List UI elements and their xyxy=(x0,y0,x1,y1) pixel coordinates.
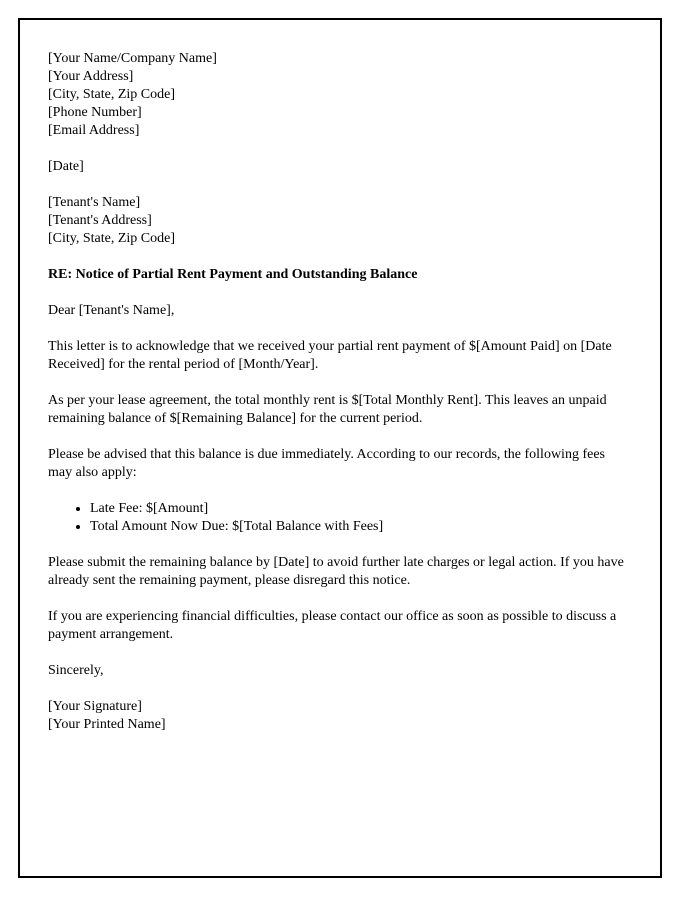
paragraph-financial-difficulty: If you are experiencing financial difficulties, please contact our office as soon as possible to discuss a payment arrangement. xyxy=(48,609,617,642)
paragraph-remaining-balance: As per your lease agreement, the total monthly rent is $[Total Monthly Rent]. This leaves an unpaid remaining balance of $[Remaining Balance] for the current period. xyxy=(48,393,607,426)
sender-city-line: [City, State, Zip Code] xyxy=(48,87,176,102)
paragraph-submit-deadline: Please submit the remaining balance by [Date] to avoid further late charges or legal action. If you have already sent the remaining payment, please disregard this notice. xyxy=(48,555,624,588)
signature-block xyxy=(48,698,632,734)
sender-phone-line: [Phone Number] xyxy=(48,105,142,120)
fees-list xyxy=(48,500,632,536)
printed-name-line: [Your Printed Name] xyxy=(48,717,166,732)
sender-name-line: [Your Name/Company Name] xyxy=(48,51,217,66)
sender-block xyxy=(48,50,632,140)
recipient-address-line: [Tenant's Address] xyxy=(48,213,152,228)
total-due-item: • Total Amount Now Due: $[Total Balance with Fees] xyxy=(90,518,632,536)
recipient-block xyxy=(48,194,632,248)
letter-page xyxy=(18,18,662,878)
date-line: [Date] xyxy=(48,159,84,174)
letter-body xyxy=(20,20,660,734)
subject-line: RE: Notice of Partial Rent Payment and Outstanding Balance xyxy=(48,267,418,282)
recipient-name-line: [Tenant's Name] xyxy=(48,195,141,210)
salutation: Dear [Tenant's Name], xyxy=(48,303,175,318)
paragraph-fees-intro: Please be advised that this balance is due immediately. According to our records, the following fees may also apply: xyxy=(48,447,605,480)
closing: Sincerely, xyxy=(48,663,104,678)
paragraph-acknowledge-payment: This letter is to acknowledge that we received your partial rent payment of $[Amount Paid] on [Date Received] for the rental period of [Month/Year]. xyxy=(48,339,612,372)
signature-line: [Your Signature] xyxy=(48,699,142,714)
late-fee-item: • Late Fee: $[Amount] xyxy=(90,500,632,518)
sender-email-line: [Email Address] xyxy=(48,123,140,138)
recipient-city-line: [City, State, Zip Code] xyxy=(48,231,176,246)
sender-address-line: [Your Address] xyxy=(48,69,134,84)
